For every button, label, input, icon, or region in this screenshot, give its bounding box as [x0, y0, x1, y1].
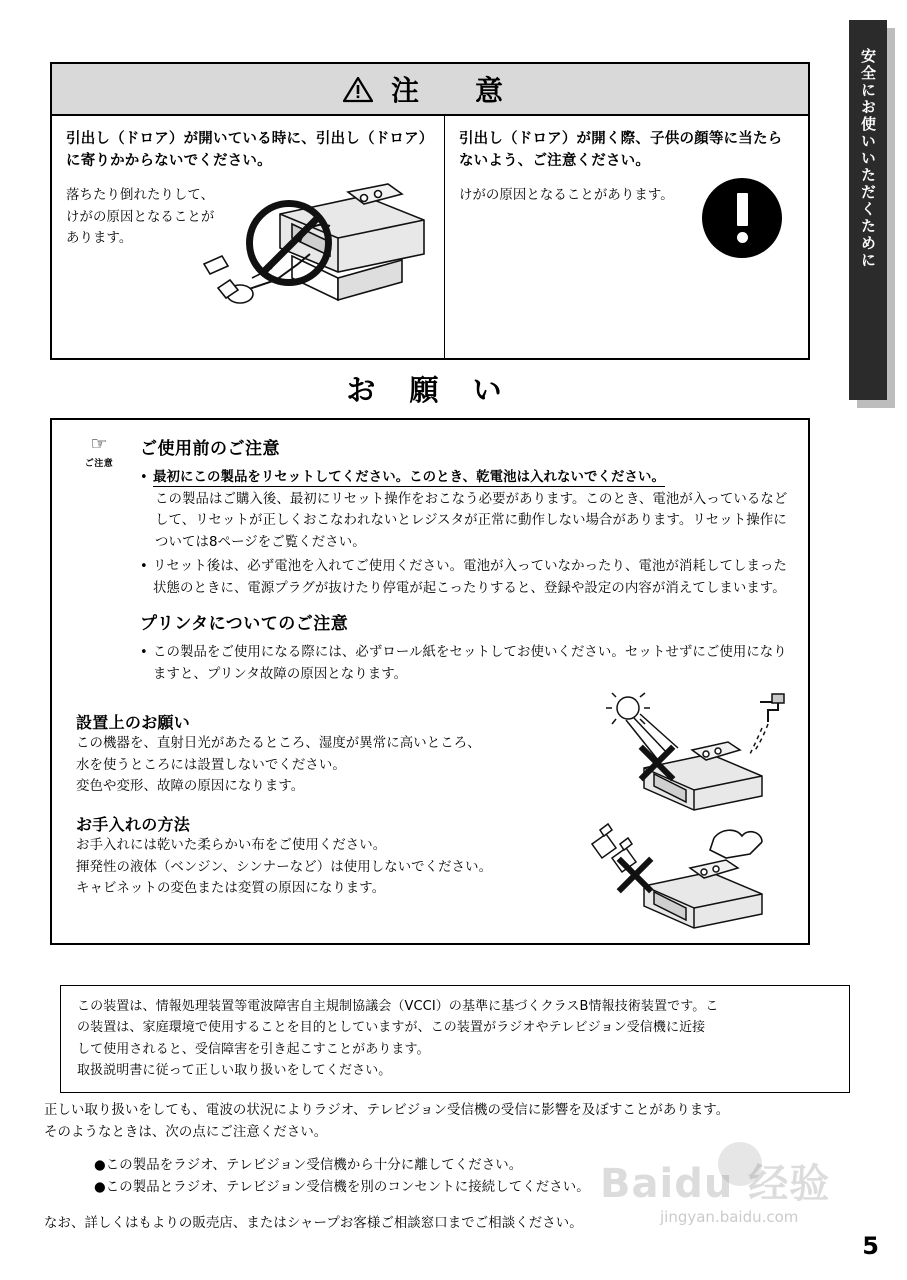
bullet-marker: •: [140, 470, 148, 485]
sunlight-and-water-prohibited-illustration: [582, 692, 792, 812]
section-cleaning-line-3: キャビネットの変色または変質の原因になります。: [76, 881, 386, 897]
caution-left-column: [52, 116, 445, 358]
before-use-item-1-body: この製品はご購入後、最初にリセット操作をおこなう必要があります。このとき、電池が入っているなどして、リセットが正しくおこなわれないとレジスタが正常に動作しない場合があります。リセット操作については8ページをご覧ください。: [155, 491, 788, 551]
list-item: [140, 556, 788, 599]
prohibition-x-icon: [634, 740, 680, 786]
warning-triangle-icon: [343, 76, 373, 103]
section-cleaning: [76, 812, 636, 900]
after-vcci-tail: [44, 1213, 864, 1235]
list-item: ●この製品をラジオ、テレビジョン受信機から十分に離してください。: [94, 1157, 523, 1173]
exclamation-dot: [737, 232, 748, 243]
prohibition-x-icon: [612, 852, 658, 898]
caution-header: [52, 64, 808, 116]
page-number: 5: [862, 1232, 879, 1260]
list-item: [140, 642, 788, 685]
caution-right-body: けがの原因となることがあります。: [458, 187, 674, 203]
exclamation-bar: [737, 193, 748, 226]
caution-title: 注 意: [390, 74, 517, 107]
after-vcci-line-2: そのようなときは、次の点にご注意ください。: [44, 1125, 328, 1141]
section-cleaning-line-2: 揮発性の液体（ベンジン、シンナーなど）は使用しないでください。: [76, 859, 493, 875]
before-use-item-2-body: リセット後は、必ず電池を入れてご使用ください。電池が入っていなかったり、電池が消耗してしまった状態のときに、電源プラグが抜けたり停電が起こったりすると、登録や設定の内容が消えてしまいます。: [153, 558, 787, 596]
vcci-line-4: 取扱説明書に従って正しい取り扱いをしてください。: [77, 1063, 392, 1079]
vcci-line-2: の装置は、家庭環境で使用することを目的としていますが、この装置がラジオやテレビジョン受信機に近接: [77, 1020, 706, 1036]
section-setup-line-1: この機器を、直射日光があたるところ、湿度が異常に高いところ、: [76, 736, 481, 751]
watermark-url: jingyan.baidu.com: [660, 1208, 799, 1226]
side-tab-label: 安全にお使いいただくために: [859, 48, 877, 269]
watermark-paw-icon: [718, 1142, 762, 1186]
vcci-notice-box: [60, 985, 850, 1093]
section-setup: [76, 710, 636, 798]
section-setup-line-3: 変色や変形、故障の原因になります。: [76, 779, 305, 795]
section-cleaning-heading: お手入れの方法: [76, 815, 191, 834]
section-cleaning-line-1: お手入れには乾いた柔らかい布をご使用ください。: [76, 838, 387, 853]
section-before-use-heading: ご使用前のご注意: [140, 439, 280, 459]
list-item: ●この製品とラジオ、テレビジョン受信機を別のコンセントに接続してください。: [94, 1180, 590, 1196]
watermark-text: Baidu 经验: [600, 1161, 831, 1207]
section-printer-heading: プリンタについてのご注意: [140, 614, 349, 634]
before-use-item-1-lead: 最初にこの製品をリセットしてください。このとき、乾電池は入れないでください。: [153, 470, 665, 485]
prohibition-symbol-icon: [246, 200, 332, 286]
caution-box: [50, 62, 810, 360]
notice-glyph: ☞: [90, 433, 108, 455]
caution-right-column: [445, 116, 808, 358]
caution-left-body: 落ちたり倒れたりして、けがの原因となることがあります。: [66, 187, 215, 247]
vcci-line-3: して使用されると、受信障害を引き起こすことがあります。: [77, 1041, 430, 1057]
caution-left-heading: 引出し（ドロア）が開いている時に、引出し（ドロア）に寄りかからないでください。: [66, 131, 427, 170]
section-setup-heading: 設置上のお願い: [76, 713, 191, 732]
after-vcci-tail-line: なお、詳しくはもよりの販売店、またはシャープお客様ご相談窓口までご相談ください。: [44, 1216, 583, 1231]
bullet-marker: •: [140, 558, 148, 574]
bullet-marker: •: [140, 645, 148, 660]
caution-right-heading: 引出し（ドロア）が開く際、子供の顔等に当たらないよう、ご注意ください。: [458, 131, 783, 170]
caution-body: [52, 116, 808, 358]
notice-hand-icon: [70, 434, 128, 469]
section-before-use: [140, 434, 788, 599]
side-tab: [849, 20, 887, 400]
section-setup-line-2: 水を使うところには設置しないでください。: [76, 757, 346, 773]
printer-item-1-body: この製品をご使用になる際には、必ずロール紙をセットしてお使いください。セットせずにご使用になりますと、プリンタ故障の原因となります。: [153, 645, 787, 682]
section-printer: [140, 609, 788, 685]
person-leaning-on-drawer-prohibited-illustration: [188, 168, 438, 318]
volatile-liquid-prohibited-illustration: [582, 810, 792, 930]
vcci-line-1: この装置は、情報処理装置等電波障害自主規制協議会（VCCI）の基準に基づくクラスB情報技術装置です。こ: [77, 999, 719, 1014]
notes-box: [50, 418, 810, 945]
exclamation-mark-circle-icon: [702, 178, 782, 258]
after-vcci-line-1: 正しい取り扱いをしても、電波の状況によりラジオ、テレビジョン受信機の受信に影響を及ぼすことがあります。: [44, 1103, 730, 1118]
onegai-title: お 願 い: [346, 373, 514, 407]
list-item: [140, 467, 788, 554]
notice-caption: ご注意: [84, 459, 114, 469]
